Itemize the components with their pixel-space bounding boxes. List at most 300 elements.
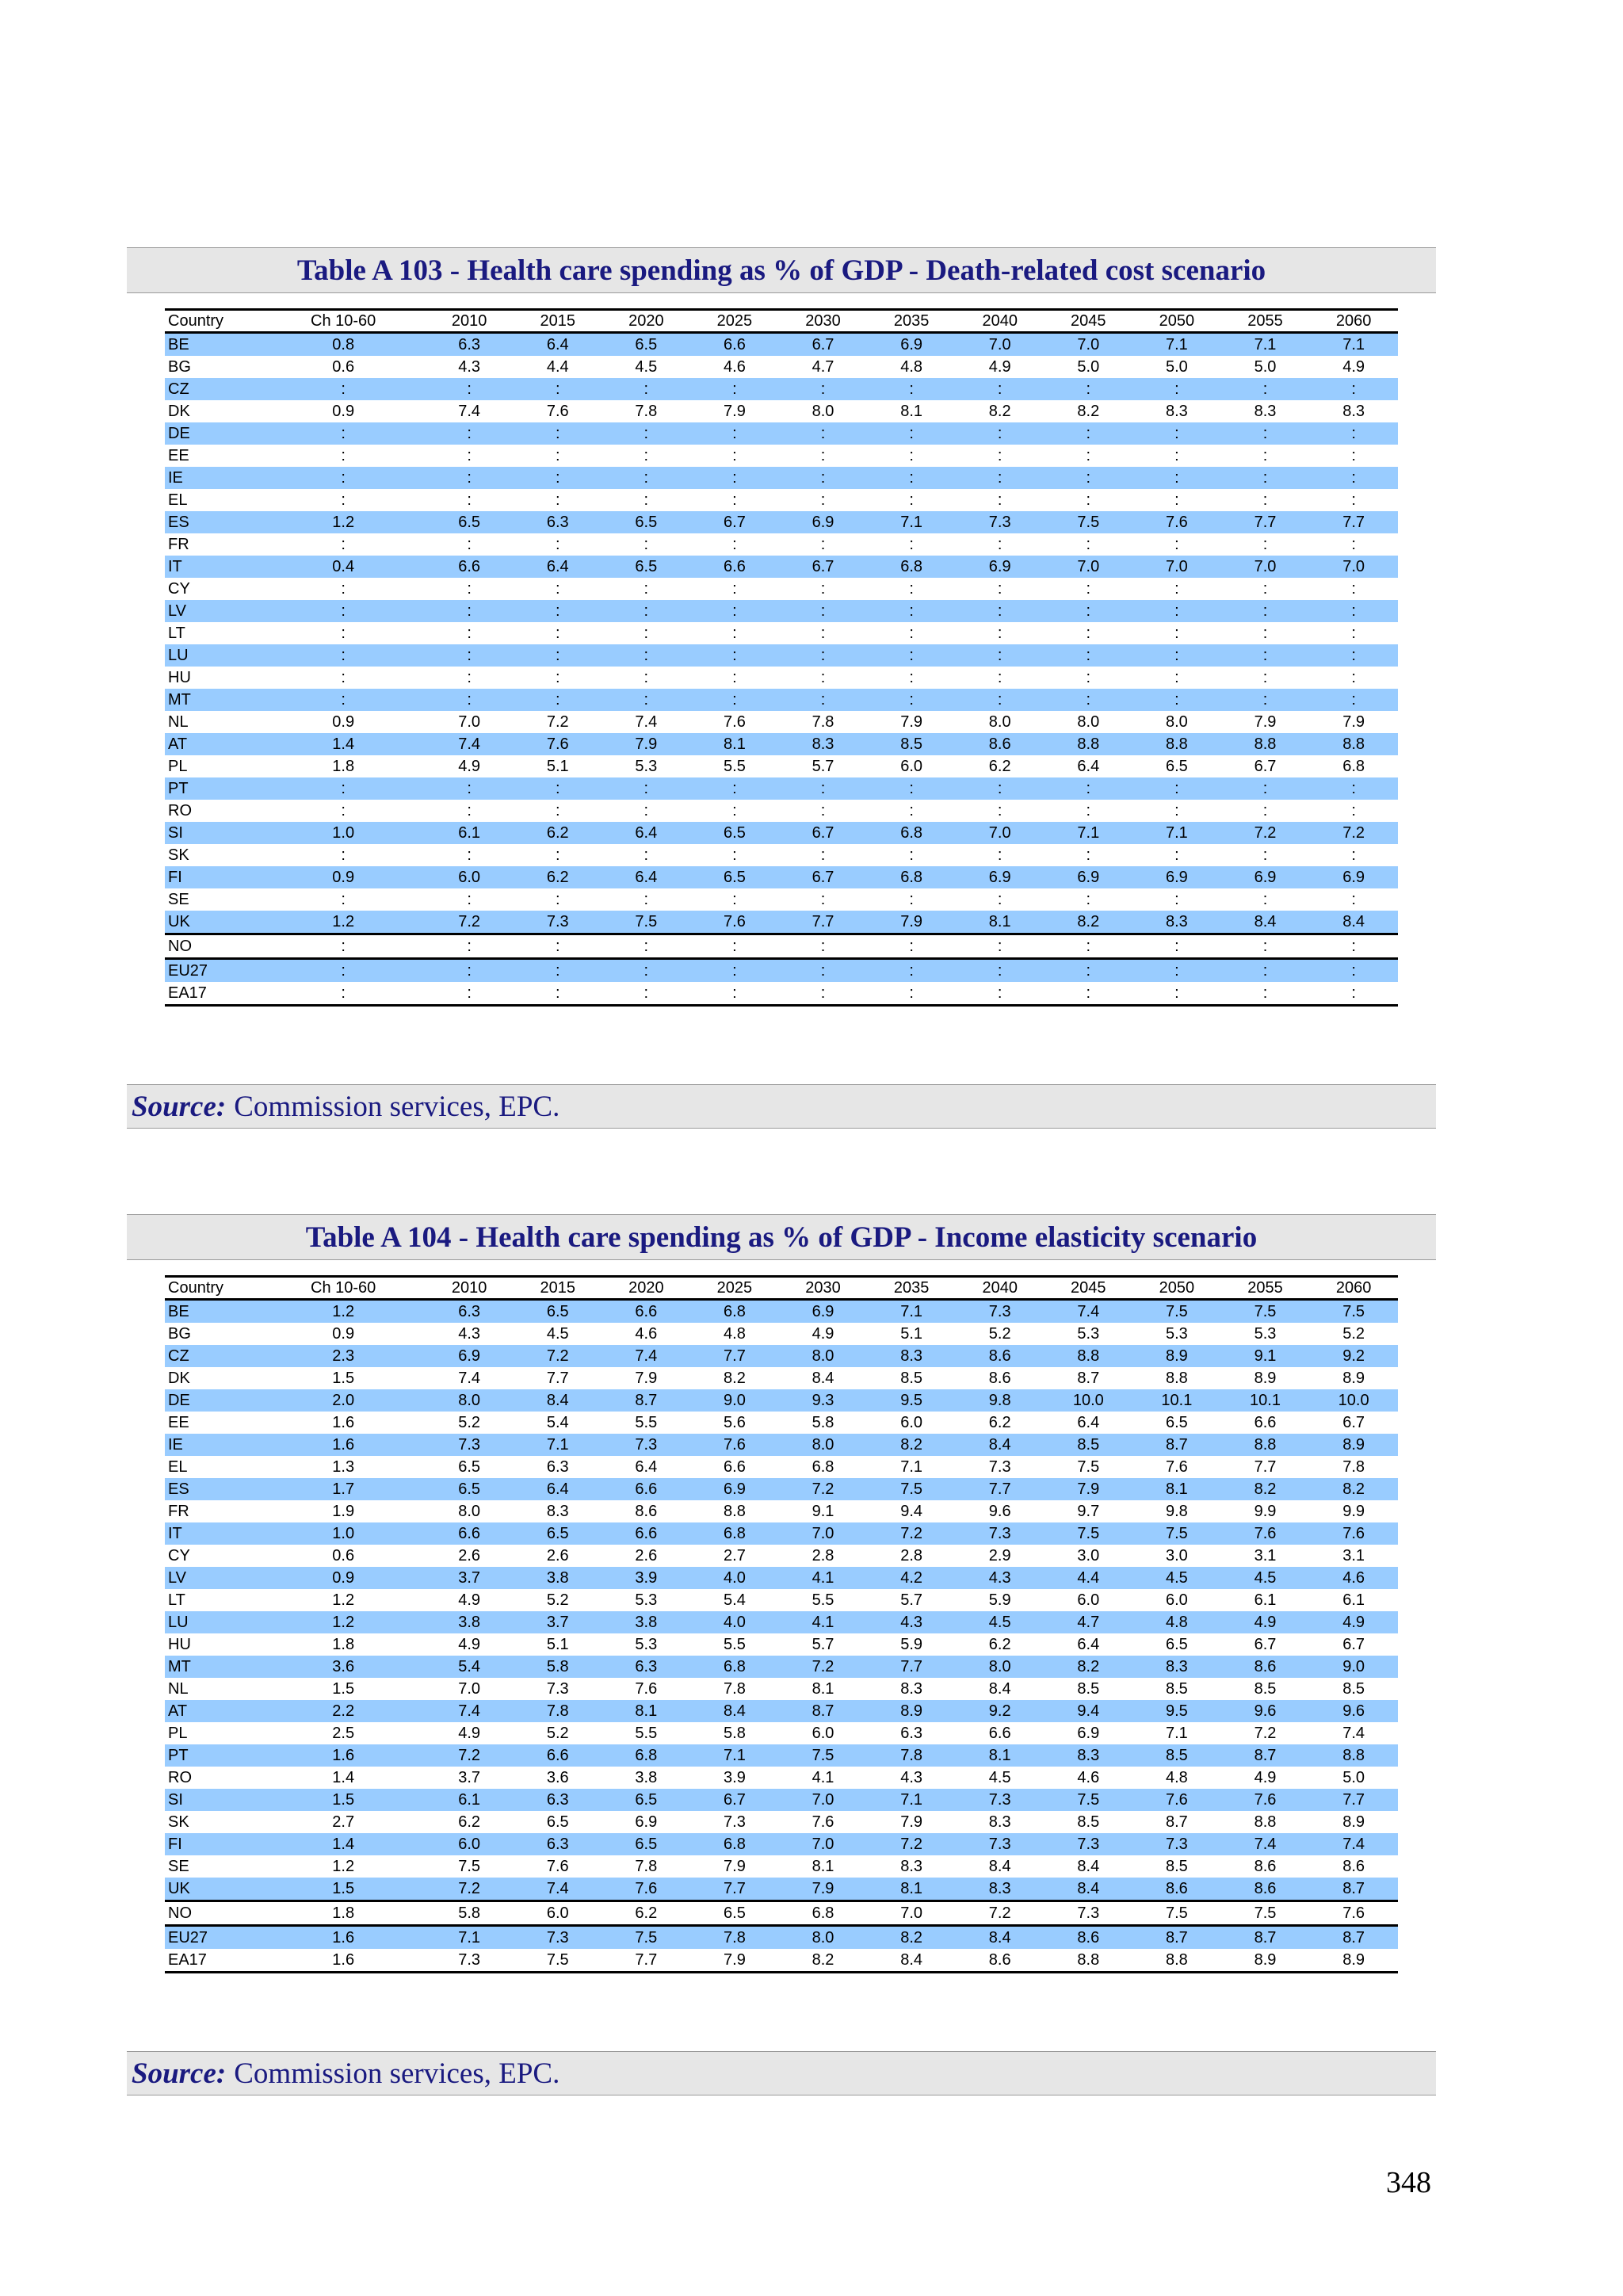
value-cell: 4.3 (458, 358, 481, 376)
value-cell: 6.3 (425, 1300, 514, 1324)
value-cell: 7.7 (546, 1370, 569, 1387)
value-cell: 7.5 (602, 911, 691, 934)
value-cell: 5.0 (1165, 358, 1188, 376)
value-cell: 7.5 (1044, 511, 1133, 533)
country-cell: DE (165, 422, 262, 445)
value-cell: 7.6 (602, 1878, 691, 1901)
value-cell: 5.2 (458, 1414, 481, 1431)
value-cell: 7.5 (1221, 1300, 1310, 1324)
value-cell: 6.3 (602, 1656, 691, 1678)
value-cell: : (1044, 689, 1133, 711)
value-cell: 8.3 (546, 1503, 569, 1520)
value-cell: 7.2 (779, 1478, 868, 1500)
value-cell: 6.0 (900, 758, 923, 775)
value-cell: 6.0 (900, 1414, 923, 1431)
value-cell: : (1309, 959, 1398, 983)
value-cell: 5.3 (635, 1591, 658, 1609)
value-cell: : (1351, 846, 1356, 864)
value-cell: 8.0 (988, 713, 1011, 731)
value-cell: 6.6 (724, 1458, 746, 1476)
value-cell: : (1132, 934, 1221, 959)
value-cell: : (1351, 536, 1356, 553)
country-cell: LV (165, 600, 262, 622)
value-cell: 8.5 (1132, 1744, 1221, 1767)
value-cell: 8.9 (1254, 1370, 1277, 1387)
value-cell: 4.9 (1309, 1611, 1398, 1633)
value-cell: 5.3 (1165, 1325, 1188, 1343)
value-cell: 6.1 (1342, 1591, 1365, 1609)
value-cell: : (867, 777, 956, 800)
value-cell: 3.7 (425, 1567, 514, 1589)
value-cell: 5.3 (635, 1636, 658, 1653)
value-cell: 8.8 (1309, 1744, 1398, 1767)
value-cell: : (262, 422, 425, 445)
value-cell: 7.9 (602, 733, 691, 755)
value-cell: : (779, 644, 868, 667)
table-row (165, 1389, 1398, 1412)
value-cell: 8.9 (1132, 1345, 1221, 1367)
value-cell: 7.1 (690, 1744, 779, 1767)
value-cell: 7.1 (1044, 822, 1133, 844)
value-cell: : (262, 959, 425, 983)
value-cell: 8.5 (1254, 1680, 1277, 1698)
country-cell: NL (168, 713, 189, 731)
value-cell: 8.3 (1132, 911, 1221, 934)
value-cell: : (1309, 689, 1398, 711)
value-cell: : (909, 846, 914, 864)
value-cell: 8.5 (900, 1370, 923, 1387)
country-cell: HU (168, 669, 191, 686)
value-cell: : (467, 802, 472, 819)
value-cell: 8.0 (779, 1345, 868, 1367)
value-cell: : (1262, 536, 1268, 553)
value-cell: 2.6 (546, 1547, 569, 1564)
column-header: 2030 (779, 1277, 868, 1300)
value-cell: 4.3 (458, 1325, 481, 1343)
value-cell: 8.8 (1044, 1345, 1133, 1367)
value-cell: : (262, 934, 425, 959)
value-cell: 8.4 (1077, 1858, 1100, 1875)
value-cell: 2.8 (900, 1547, 923, 1564)
value-cell: 7.3 (956, 1833, 1044, 1855)
value-cell: : (779, 982, 868, 1006)
value-cell: 6.9 (690, 1478, 779, 1500)
value-cell: : (514, 934, 602, 959)
value-cell: 7.3 (425, 1949, 514, 1973)
value-cell: : (867, 982, 956, 1006)
value-cell: 9.1 (812, 1503, 834, 1520)
value-cell: 4.5 (1221, 1567, 1310, 1589)
value-cell: : (341, 491, 346, 509)
table-row (165, 1345, 1398, 1367)
value-cell: 8.5 (1077, 1813, 1100, 1831)
value-cell: : (1086, 580, 1091, 598)
value-cell: 8.3 (1044, 1744, 1133, 1767)
value-cell: 4.5 (988, 1769, 1011, 1786)
value-cell: 7.8 (867, 1744, 956, 1767)
country-cell: FR (168, 536, 189, 553)
value-cell: 7.5 (458, 1858, 481, 1875)
country-cell: CZ (165, 378, 262, 400)
value-cell: 1.2 (332, 1858, 355, 1875)
table-a104-source (127, 2051, 1436, 2095)
value-cell: 7.8 (635, 403, 658, 420)
value-cell: 7.6 (1221, 1522, 1310, 1545)
value-cell: 4.1 (812, 1769, 834, 1786)
value-cell: : (956, 644, 1044, 667)
table-row (165, 959, 1398, 983)
column-header: 2020 (602, 310, 691, 333)
country-cell: EU27 (165, 1926, 262, 1950)
value-cell: 9.1 (1221, 1345, 1310, 1367)
column-header: 2050 (1132, 310, 1221, 333)
value-cell: 4.9 (1221, 1611, 1310, 1633)
value-cell: 6.7 (779, 556, 868, 578)
table-row (165, 777, 1398, 800)
value-cell: 7.4 (1044, 1300, 1133, 1324)
table-row (165, 755, 1398, 777)
value-cell: 9.2 (956, 1700, 1044, 1722)
value-cell: 6.9 (779, 1300, 868, 1324)
value-cell: : (425, 959, 514, 983)
value-cell: 3.7 (514, 1611, 602, 1633)
country-cell: EL (168, 491, 188, 509)
value-cell: : (820, 802, 826, 819)
value-cell: 6.3 (514, 1789, 602, 1811)
value-cell: 4.0 (690, 1567, 779, 1589)
column-header: 2060 (1309, 310, 1398, 333)
table-row (165, 1949, 1398, 1973)
value-cell: 4.3 (867, 1611, 956, 1633)
value-cell: : (956, 934, 1044, 959)
value-cell: : (1174, 669, 1179, 686)
value-cell: 7.5 (1132, 1522, 1221, 1545)
value-cell: : (867, 689, 956, 711)
value-cell: : (1174, 536, 1179, 553)
value-cell: 7.2 (425, 1878, 514, 1901)
value-cell: 6.2 (988, 1636, 1011, 1653)
value-cell: : (514, 777, 602, 800)
table-row (165, 1656, 1398, 1678)
value-cell: : (262, 689, 425, 711)
table-row (165, 866, 1398, 888)
value-cell: : (262, 982, 425, 1006)
value-cell: : (262, 777, 425, 800)
value-cell: 7.3 (988, 1458, 1011, 1476)
value-cell: 4.1 (779, 1567, 868, 1589)
value-cell: : (514, 600, 602, 622)
value-cell: 6.9 (779, 511, 868, 533)
value-cell: 7.2 (1254, 1725, 1277, 1742)
value-cell: 7.3 (956, 511, 1044, 533)
value-cell: 7.5 (779, 1744, 868, 1767)
table-row (165, 1901, 1398, 1926)
value-cell: 6.0 (425, 1833, 514, 1855)
value-cell: 7.7 (1254, 1458, 1277, 1476)
value-cell: 8.4 (988, 1680, 1011, 1698)
value-cell: 6.8 (812, 1458, 834, 1476)
value-cell: : (1174, 802, 1179, 819)
value-cell: 8.7 (1309, 1926, 1398, 1950)
value-cell: 7.3 (425, 1434, 514, 1456)
value-cell: : (1309, 934, 1398, 959)
value-cell: 7.9 (900, 1813, 923, 1831)
country-cell: SE (168, 891, 189, 908)
value-cell: : (1044, 982, 1133, 1006)
value-cell: : (425, 982, 514, 1006)
value-cell: 7.0 (1044, 556, 1133, 578)
value-cell: 2.6 (635, 1547, 658, 1564)
value-cell: 7.0 (1044, 333, 1133, 357)
column-header: 2040 (956, 310, 1044, 333)
value-cell: 6.2 (988, 1414, 1011, 1431)
value-cell: 7.7 (1221, 511, 1310, 533)
value-cell: : (602, 777, 691, 800)
value-cell: 6.7 (690, 1789, 779, 1811)
value-cell: : (1262, 669, 1268, 686)
value-cell: 1.8 (262, 1901, 425, 1926)
value-cell: : (643, 846, 649, 864)
value-cell: : (1221, 934, 1310, 959)
value-cell: : (867, 934, 956, 959)
value-cell: 4.9 (988, 358, 1011, 376)
value-cell: 6.7 (1342, 1636, 1365, 1653)
country-cell: FI (165, 866, 262, 888)
value-cell: 1.4 (332, 1769, 355, 1786)
value-cell: 7.2 (779, 1656, 868, 1678)
column-header: 2045 (1044, 310, 1133, 333)
value-cell: 6.5 (458, 1458, 481, 1476)
value-cell: 0.4 (262, 556, 425, 578)
table-row (165, 600, 1398, 622)
value-cell: : (1262, 891, 1268, 908)
value-cell: 8.3 (779, 733, 868, 755)
value-cell: 7.0 (1132, 556, 1221, 578)
value-cell: : (690, 934, 779, 959)
value-cell: 4.3 (956, 1567, 1044, 1589)
value-cell: 7.8 (635, 1858, 658, 1875)
value-cell: : (467, 536, 472, 553)
value-cell: 1.0 (262, 1522, 425, 1545)
value-cell: : (1174, 846, 1179, 864)
country-cell: DK (168, 1370, 190, 1387)
value-cell: : (425, 378, 514, 400)
value-cell: 1.8 (332, 758, 355, 775)
value-cell: 10.1 (1132, 1389, 1221, 1412)
value-cell: 9.4 (1044, 1700, 1133, 1722)
value-cell: 1.2 (262, 1300, 425, 1324)
value-cell: 8.0 (425, 1389, 514, 1412)
value-cell: 5.3 (1254, 1325, 1277, 1343)
country-cell: EE (168, 447, 189, 464)
value-cell: 7.2 (867, 1833, 956, 1855)
value-cell: 5.4 (425, 1656, 514, 1678)
value-cell: 6.5 (514, 1522, 602, 1545)
value-cell: 9.8 (1165, 1503, 1188, 1520)
value-cell: 7.6 (1221, 1789, 1310, 1811)
value-cell: : (1132, 422, 1221, 445)
value-cell: : (909, 625, 914, 642)
value-cell: 8.1 (812, 1680, 834, 1698)
source-label: Source: (132, 2057, 227, 2090)
value-cell: : (1221, 467, 1310, 489)
value-cell: 6.0 (812, 1725, 834, 1742)
value-cell: 5.8 (514, 1656, 602, 1678)
value-cell: 8.2 (1221, 1478, 1310, 1500)
value-cell: : (467, 669, 472, 686)
value-cell: 7.5 (867, 1478, 956, 1500)
value-cell: 6.3 (514, 1833, 602, 1855)
value-cell: : (909, 669, 914, 686)
value-cell: 8.8 (1132, 1949, 1221, 1973)
value-cell: 7.6 (690, 1434, 779, 1456)
country-cell: BE (165, 333, 262, 357)
value-cell: 6.5 (602, 556, 691, 578)
value-cell: : (1309, 777, 1398, 800)
country-cell: BG (168, 1325, 191, 1343)
value-cell: 7.5 (514, 1949, 602, 1973)
value-cell: 6.0 (1165, 1591, 1188, 1609)
table-row (165, 333, 1398, 357)
country-cell: DE (165, 1389, 262, 1412)
value-cell: 5.2 (1342, 1325, 1365, 1343)
value-cell: 8.9 (1342, 1370, 1365, 1387)
value-cell: 7.0 (779, 1789, 868, 1811)
value-cell: : (1132, 959, 1221, 983)
column-header: Country (165, 310, 262, 333)
value-cell: : (467, 447, 472, 464)
value-cell: : (1351, 491, 1356, 509)
value-cell: : (425, 777, 514, 800)
value-cell: 7.4 (1309, 1833, 1398, 1855)
value-cell: 5.7 (900, 1591, 923, 1609)
value-cell: : (779, 689, 868, 711)
value-cell: 7.6 (1132, 1789, 1221, 1811)
value-cell: 0.9 (332, 1325, 355, 1343)
value-cell: 0.9 (332, 713, 355, 731)
value-cell: : (602, 467, 691, 489)
value-cell: : (820, 580, 826, 598)
value-cell: 4.6 (1309, 1567, 1398, 1589)
value-cell: 1.5 (262, 1878, 425, 1901)
value-cell: 6.3 (514, 511, 602, 533)
value-cell: 7.8 (812, 713, 834, 731)
value-cell: 8.6 (956, 1949, 1044, 1973)
value-cell: 4.4 (546, 358, 569, 376)
column-header: 2025 (690, 1277, 779, 1300)
country-cell: SE (168, 1858, 189, 1875)
table-row (165, 356, 1398, 378)
value-cell: 7.9 (779, 1878, 868, 1901)
value-cell: 9.7 (1077, 1503, 1100, 1520)
value-cell: 6.6 (690, 333, 779, 357)
value-cell: 8.6 (1254, 1858, 1277, 1875)
value-cell: : (1044, 422, 1133, 445)
value-cell: : (1262, 580, 1268, 598)
value-cell: 7.6 (690, 911, 779, 934)
value-cell: 8.7 (1077, 1370, 1100, 1387)
table-row (165, 800, 1398, 822)
value-cell: 6.4 (1077, 1414, 1100, 1431)
column-header: 2025 (690, 310, 779, 333)
value-cell: 6.4 (1077, 758, 1100, 775)
country-cell: UK (165, 911, 262, 934)
value-cell: : (341, 625, 346, 642)
value-cell: 8.9 (1342, 1813, 1365, 1831)
value-cell: : (1132, 689, 1221, 711)
value-cell: 1.3 (332, 1458, 355, 1476)
value-cell: : (909, 491, 914, 509)
value-cell: 4.5 (546, 1325, 569, 1343)
value-cell: : (1086, 491, 1091, 509)
value-cell: : (1221, 600, 1310, 622)
value-cell: : (1086, 846, 1091, 864)
value-cell: : (956, 982, 1044, 1006)
value-cell: : (262, 600, 425, 622)
value-cell: 9.6 (988, 1503, 1011, 1520)
table-row (165, 556, 1398, 578)
value-cell: 7.1 (1165, 1725, 1188, 1742)
country-cell: LT (168, 1591, 185, 1609)
value-cell: 4.7 (812, 358, 834, 376)
country-cell: SI (165, 1789, 262, 1811)
value-cell: : (341, 891, 346, 908)
table-row (165, 445, 1398, 467)
value-cell: 8.3 (988, 1813, 1011, 1831)
country-cell: UK (165, 1878, 262, 1901)
value-cell: 7.3 (514, 911, 602, 934)
value-cell: 3.8 (425, 1611, 514, 1633)
value-cell: 6.6 (602, 1522, 691, 1545)
value-cell: 1.5 (332, 1680, 355, 1698)
value-cell: 6.6 (690, 556, 779, 578)
table-row (165, 1434, 1398, 1456)
value-cell: 3.8 (635, 1769, 658, 1786)
value-cell: 8.8 (1165, 1370, 1188, 1387)
value-cell: 8.4 (867, 1949, 956, 1973)
value-cell: 8.0 (956, 1656, 1044, 1678)
value-cell: 8.3 (1165, 403, 1188, 420)
country-cell: EU27 (165, 959, 262, 983)
value-cell: : (779, 467, 868, 489)
value-cell: 8.8 (1132, 733, 1221, 755)
value-cell: 6.5 (514, 1300, 602, 1324)
value-cell: : (997, 802, 1002, 819)
country-cell: EE (168, 1414, 189, 1431)
value-cell: 1.6 (262, 1926, 425, 1950)
table-row (165, 533, 1398, 556)
country-cell: IE (165, 1434, 262, 1456)
value-cell: : (779, 378, 868, 400)
value-cell: : (643, 625, 649, 642)
value-cell: 5.2 (988, 1325, 1011, 1343)
value-cell: 7.1 (900, 1458, 923, 1476)
value-cell: : (1309, 378, 1398, 400)
country-cell: NO (165, 1901, 262, 1926)
value-cell: 3.0 (1077, 1547, 1100, 1564)
value-cell: : (341, 580, 346, 598)
value-cell: 4.6 (724, 358, 746, 376)
value-cell: : (732, 447, 737, 464)
value-cell: 7.3 (546, 1680, 569, 1698)
value-cell: 5.1 (900, 1325, 923, 1343)
value-cell: 4.2 (867, 1567, 956, 1589)
table-row (165, 1300, 1398, 1324)
value-cell: 7.6 (635, 1680, 658, 1698)
value-cell: 7.0 (779, 1833, 868, 1855)
value-cell: : (1086, 447, 1091, 464)
table-row (165, 467, 1398, 489)
